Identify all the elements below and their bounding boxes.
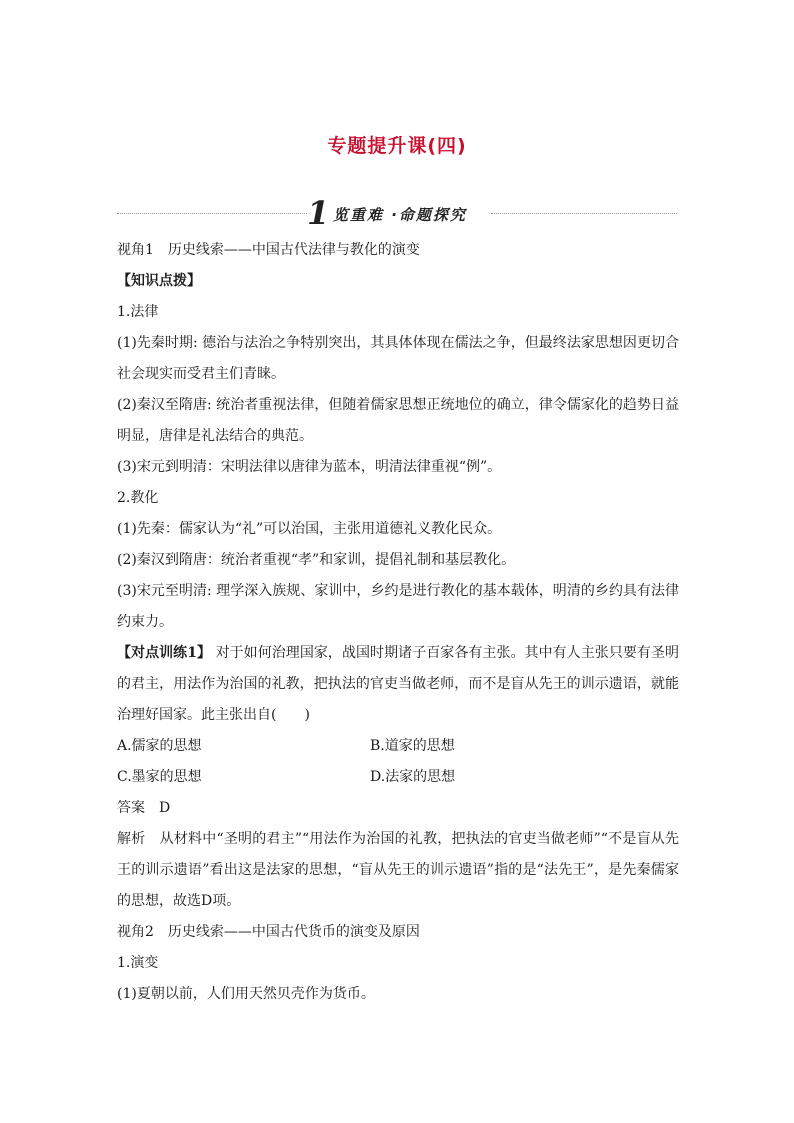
options-row [117, 762, 679, 793]
perspective-2-heading: 视角2 历史线索——中国古代货币的演变及原因 [117, 924, 420, 940]
document-body [117, 235, 679, 1010]
options-row [117, 731, 679, 762]
option-d: D.法家的思想 [370, 769, 456, 785]
education-heading: 2.教化 [117, 490, 159, 506]
banner-divider-left [117, 213, 307, 214]
practice-label: 【对点训练1】 [117, 645, 212, 661]
evolution-heading: 1.演变 [117, 955, 159, 971]
banner-number: 1 [307, 194, 330, 232]
perspective-1-heading: 视角1 历史线索——中国古代法律与教化的演变 [117, 242, 420, 258]
practice-question [117, 638, 679, 731]
law-heading: 1.法律 [117, 304, 159, 320]
law-item: (2)秦汉至隋唐: 统治者重视法律，但随着儒家思想正统地位的确立，律令儒家化的趋势日益明显，唐律是礼法结合的典范。 [117, 397, 679, 444]
education-item: (2)秦汉到隋唐：统治者重视“孝”和家训，提倡礼制和基层教化。 [117, 552, 516, 568]
knowledge-label: 【知识点拨】 [117, 273, 201, 289]
banner-text: 览重难 ·命题探究 [333, 206, 467, 224]
option-b: B.道家的思想 [370, 738, 455, 754]
page-title: 专题提升课(四) [327, 135, 467, 157]
banner-inner [307, 194, 491, 232]
option-a: A.儒家的思想 [117, 738, 202, 754]
law-item: (3)宋元到明清：宋明法律以唐律为蓝本，明清法律重视“例”。 [117, 459, 502, 475]
practice-question-text: 对于如何治理国家，战国时期诸子百家各有主张。其中有人主张只要有圣明的君主，用法作为治国的礼教，把执法的官吏当做老师，而不是盲从先王的训示遗语，就能治理好国家。此主张出自( ) [117, 645, 679, 723]
evolution-item: (1)夏朝以前，人们用天然贝壳作为货币。 [117, 986, 375, 1002]
education-item: (1)先秦：儒家认为“礼”可以治国，主张用道德礼义教化民众。 [117, 521, 502, 537]
option-c: C.墨家的思想 [117, 769, 202, 785]
banner-divider-right [491, 213, 677, 214]
section-banner [117, 194, 677, 232]
answer: 答案 D [117, 800, 171, 816]
analysis: 解析 从材料中“圣明的君主”“用法作为治国的礼教，把执法的官吏当做老师”“不是盲从先王的训示遗语”看出这是法家的思想，“盲从先王的训示遗语”指的是“法先王”，是先秦儒家的思想，故选D项。 [117, 831, 679, 909]
education-item: (3)宋元至明清: 理学深入族规、家训中，乡约是进行教化的基本载体，明清的乡约具有法律约束力。 [117, 583, 679, 630]
law-item: (1)先秦时期: 德治与法治之争特别突出，其具体体现在儒法之争，但最终法家思想因更切合社会现实而受君主们青睐。 [117, 335, 679, 382]
